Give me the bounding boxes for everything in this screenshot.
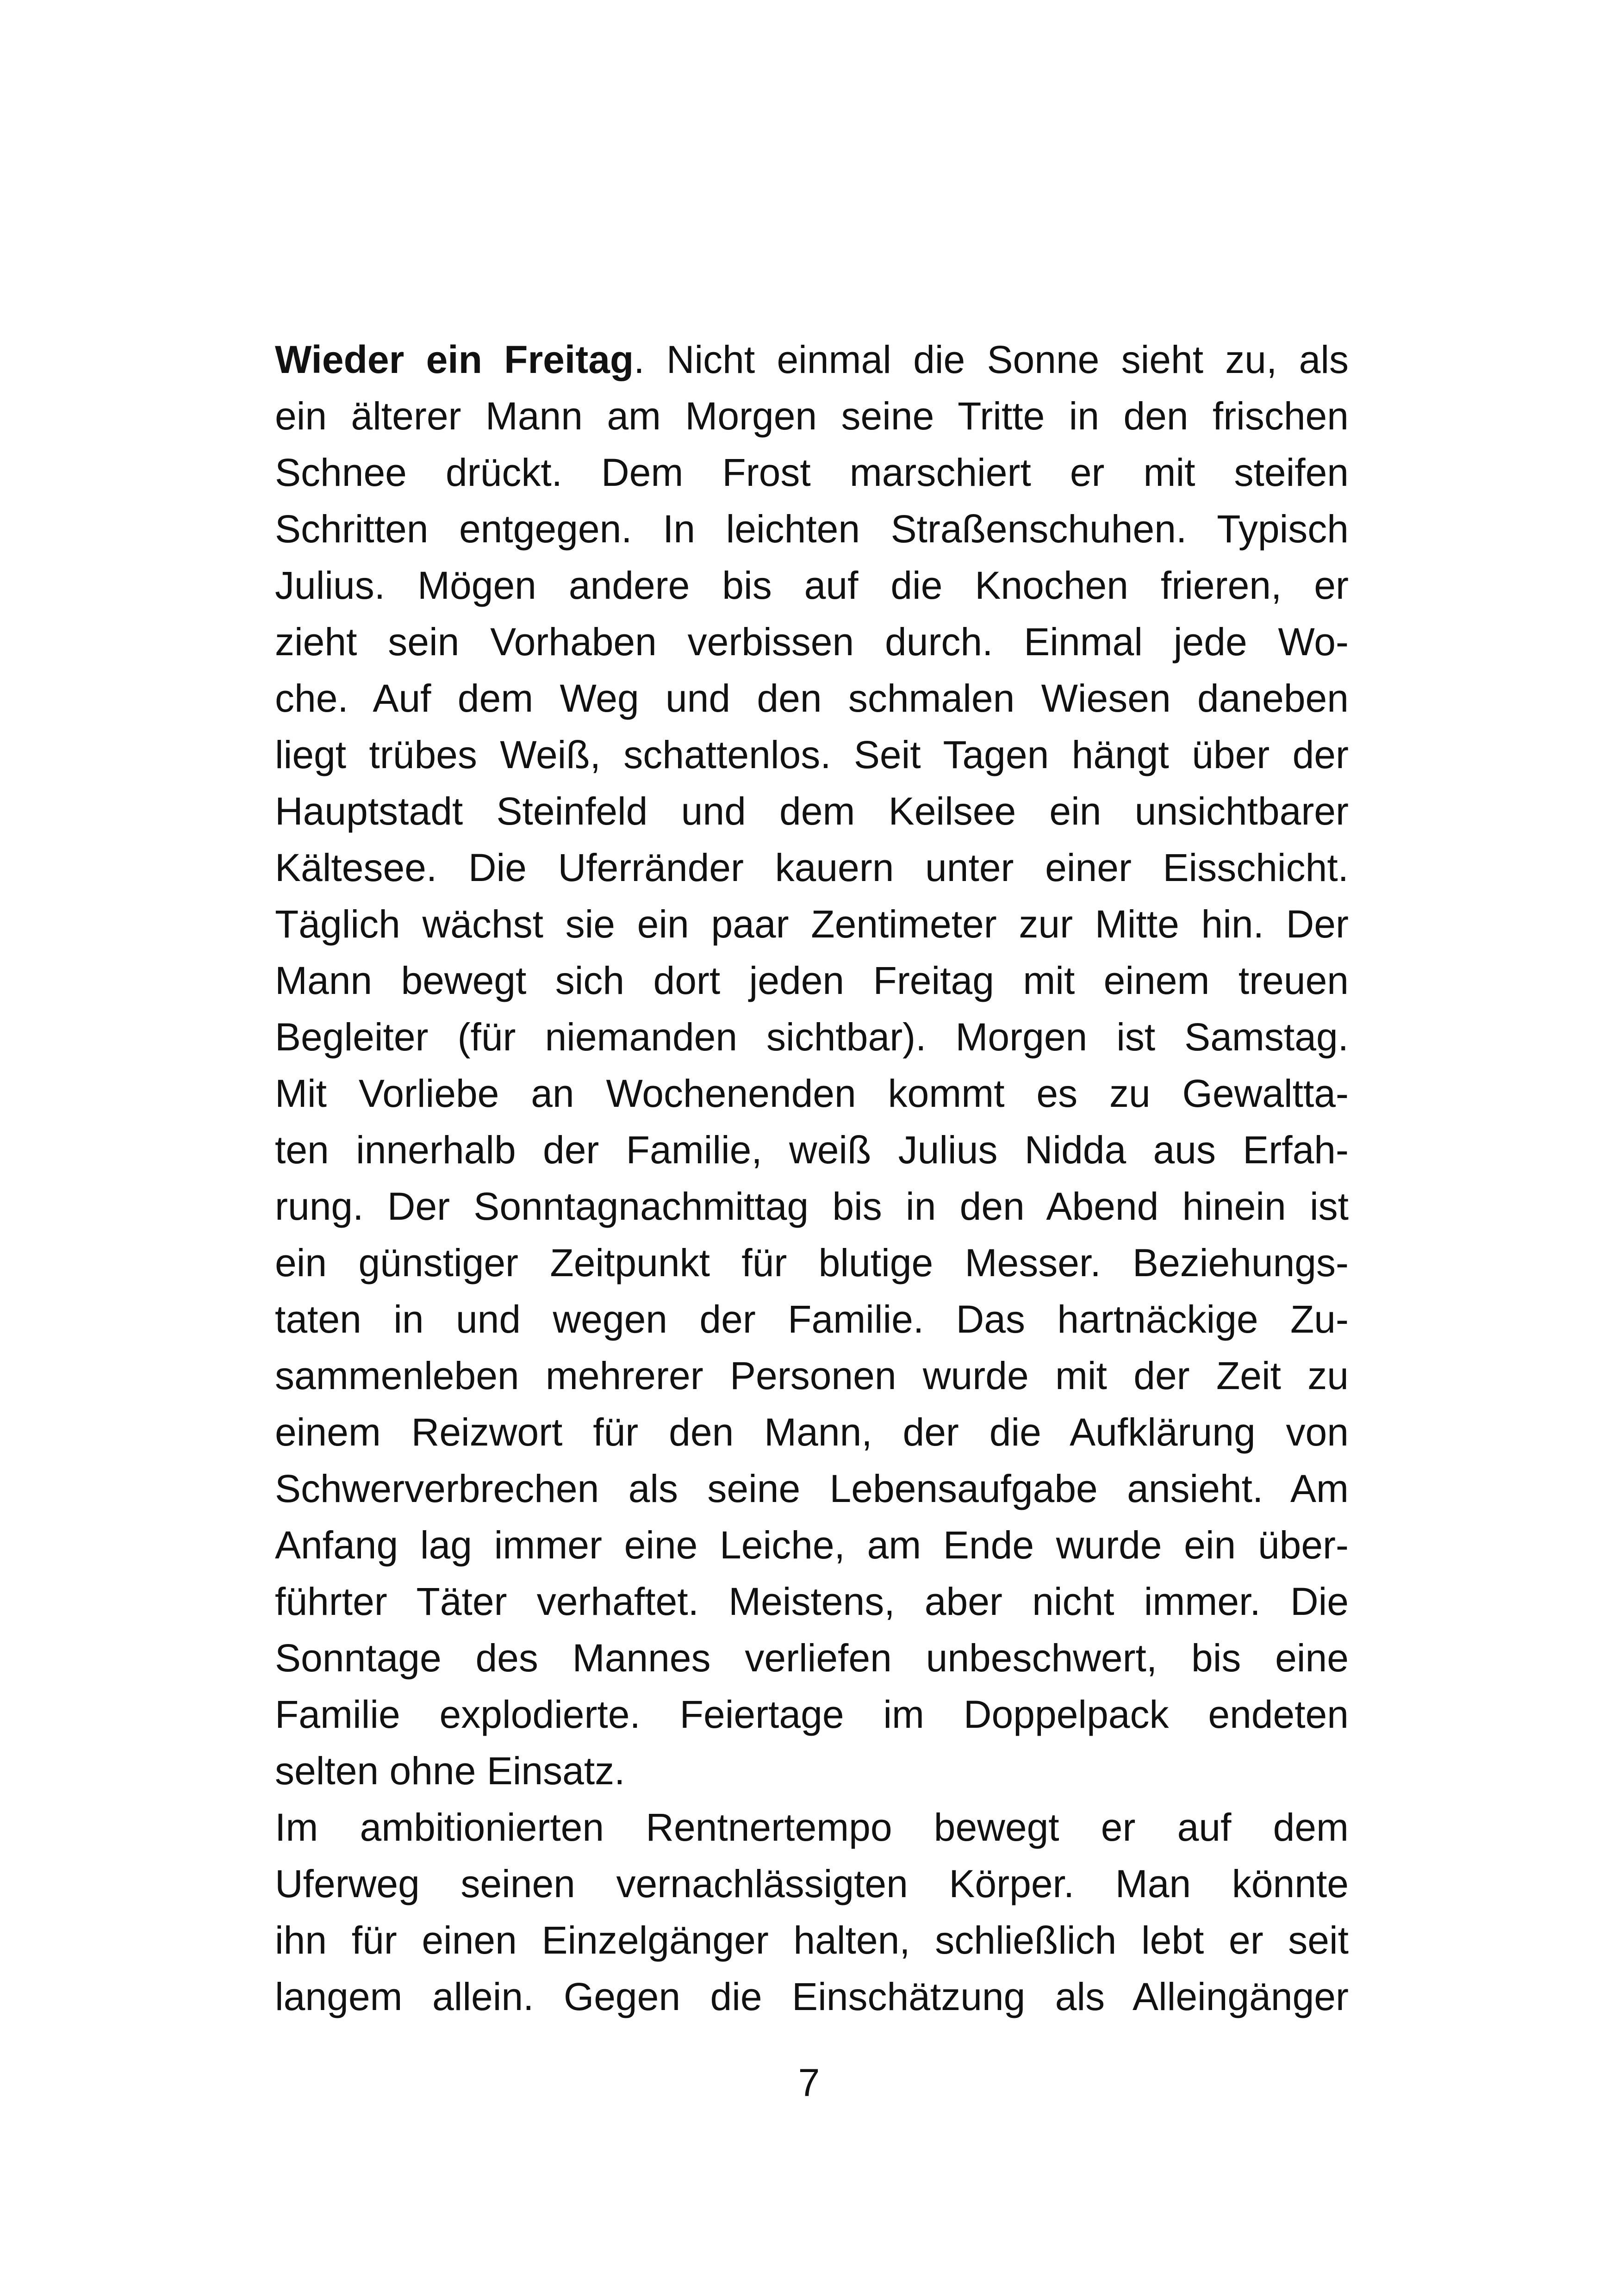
text-line — [275, 331, 1349, 388]
text-line: Uferweg seinen vernachlässigten Körper. Man könnte — [275, 1862, 1349, 1905]
text-line: Täglich wächst sie ein paar Zentimeter zur Mitte hin. Der — [275, 902, 1349, 946]
text-line: che. Auf dem Weg und den schmalen Wiesen daneben — [275, 676, 1349, 720]
text-line: Im ambitionierten Rentnertempo bewegt er auf dem — [275, 1806, 1349, 1849]
text-line: langem allein. Gegen die Einschätzung als Alleingänger — [275, 1975, 1349, 2018]
text-line: Mit Vorliebe an Wochenenden kommt es zu Gewaltta- — [275, 1072, 1349, 1115]
text-line: rung. Der Sonntagnachmittag bis in den Abend hinein ist — [275, 1185, 1349, 1228]
text-line: führter Täter verhaftet. Meistens, aber nicht immer. Die — [275, 1580, 1349, 1623]
text-line: ihn für einen Einzelgänger halten, schließlich lebt er seit — [275, 1918, 1349, 1962]
text-line: selten ohne Einsatz. — [275, 1749, 625, 1793]
text-line: sammenleben mehrerer Personen wurde mit der Zeit zu — [275, 1354, 1349, 1397]
text-line: Schnee drückt. Dem Frost marschiert er mit steifen — [275, 451, 1349, 494]
text-line: Hauptstadt Steinfeld und dem Keilsee ein unsichtbarer — [275, 789, 1349, 833]
page-number: 7 — [798, 2061, 820, 2104]
text-line: Schritten entgegen. In leichten Straßenschuhen. Typisch — [275, 507, 1349, 551]
text-line: ein günstiger Zeitpunkt für blutige Messer. Beziehungs- — [275, 1241, 1349, 1285]
text-line: Sonntage des Mannes verliefen unbeschwert, bis eine — [275, 1636, 1349, 1680]
text-line: taten in und wegen der Familie. Das hartnäckige Zu- — [275, 1297, 1349, 1341]
text-line: Julius. Mögen andere bis auf die Knochen frieren, er — [275, 564, 1349, 607]
text-line: Kältesee. Die Uferränder kauern unter einer Eisschicht. — [275, 846, 1349, 889]
text-line: liegt trübes Weiß, schattenlos. Seit Tagen hängt über der — [275, 733, 1349, 776]
text-line: zieht sein Vorhaben verbissen durch. Einmal jede Wo- — [275, 620, 1349, 664]
text-line: ten innerhalb der Familie, weiß Julius Nidda aus Erfah- — [275, 1128, 1349, 1172]
text-line: Mann bewegt sich dort jeden Freitag mit einem treuen — [275, 959, 1349, 1002]
text-line: Anfang lag immer eine Leiche, am Ende wurde ein über- — [275, 1523, 1349, 1567]
first-line-text: . Nicht einmal die Sonne sieht zu, als — [634, 338, 1349, 381]
body-text — [275, 331, 1349, 2025]
text-line: Begleiter (für niemanden sichtbar). Morgen ist Samstag. — [275, 1015, 1349, 1059]
text-line: ein älterer Mann am Morgen seine Tritte in den frischen — [275, 394, 1349, 438]
text-line: Schwerverbrechen als seine Lebensaufgabe ansieht. Am — [275, 1467, 1349, 1510]
text-line: einem Reizwort für den Mann, der die Aufklärung von — [275, 1410, 1349, 1454]
text-line: Familie explodierte. Feiertage im Doppelpack endeten — [275, 1693, 1349, 1736]
lead-phrase: Wieder ein Freitag — [275, 338, 634, 381]
